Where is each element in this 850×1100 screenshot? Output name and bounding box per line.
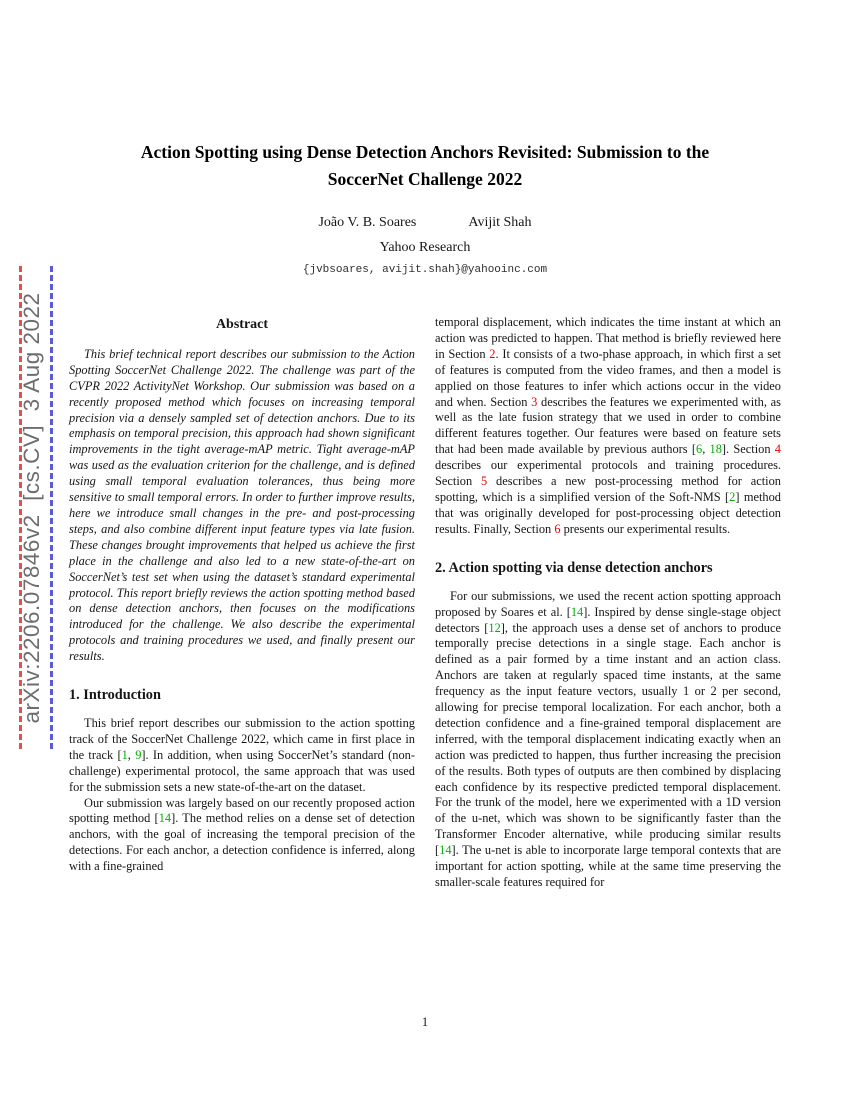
paper-title-line-1: Action Spotting using Dense Detection Anchors Revisited: Submission to the <box>140 142 710 162</box>
text-segment: ], the approach uses a dense set of anchors to produce temporally precise detections in a single stage. Each anchor is defined as a pair formed by a time instant and an action class. Anchors are taken at regularly spaced time instants, at the same frequency as the input feature vectors, usually 1 or 2 per second, allowing for precise temporal localization. For each anchor, both a detection confidence and a fine-grained temporal displacement are inferred, with the temporal displacement indicating exactly when an action was predicted to happen, thus further increasing the precision of the results. Both types of outputs are then combined by displacing each confidence by its respective predicted temporal displacement. For the trunk of the model, here we experimented with a 1D version of the u-net, which was shown to be significantly faster than the Transformer Encoder alternative, while producing similar results [ <box>435 620 781 858</box>
citation-link[interactable]: 9 <box>135 747 142 762</box>
text-segment: ] method that was originally developed for post-processing object detection results. Finally, Section <box>435 489 781 536</box>
citation-link[interactable]: 14 <box>439 843 452 858</box>
citation-link[interactable]: 2 <box>729 489 736 504</box>
abstract-text: This brief technical report describes our submission to the Action Spotting SoccerNet Challenge 2022. The challenge was part of the CVPR 2022 ActivityNet Workshop. Our submission was based on a recently proposed method which focuses on increasing temporal precision via a densely sampled set of detection anchors. Due to its emphasis on temporal precision, this approach had shown significant improvements in the tight average-mAP metric. Tight average-mAP was used as the evaluation criterion for the challenge, and is defined using small temporal evaluation tolerances, thus being more sensitive to small temporal errors. In order to further improve results, here we introduce small changes in the pre- and post-processing steps, and also combine different input feature types via late fusion. These changes brought improvements that helped us achieve the first place in the challenge and also led to a new state-of-the-art on SoccerNet’s test set when using the dataset’s standard experimental protocol. This report briefly reviews the action spotting method based on dense detection anchors, then focuses on the modifications introduced for the challenge. We also describe the experimental protocols and training procedures we used, and finally present our results. <box>69 346 415 664</box>
text-segment: For our submissions, we used the recent action spotting approach proposed by Soares et al. [ <box>435 588 781 619</box>
section-heading-introduction: 1. Introduction <box>69 687 161 704</box>
text-segment: ]. Inspired by dense single-stage object detectors [ <box>435 604 781 635</box>
text-segment: ]. Section <box>721 442 775 457</box>
abstract-heading: Abstract <box>215 317 269 332</box>
email-address: {jvbsoares, avijit.shah}@yahooinc.com <box>302 264 548 276</box>
paragraph-intro-2 <box>69 796 415 876</box>
citation-link[interactable]: 18 <box>709 442 722 457</box>
citation-link[interactable]: 14 <box>158 811 172 826</box>
section-ref-link[interactable]: 4 <box>774 442 781 457</box>
page-number: 1 <box>421 1015 429 1029</box>
paragraph-intro-1 <box>69 716 415 796</box>
author-name-1: João V. B. Soares <box>318 215 417 230</box>
text-segment: describes our experimental protocols and training procedures. Section <box>435 458 781 489</box>
text-segment: ]. The u-net is able to incorporate large temporal contexts that are important for action spotting, while at the same time preserving the smaller-scale features required for <box>435 843 781 889</box>
text-segment: ]. The method relies on a dense set of detection anchors, with the goal of increasing the temporal precision of the detections. For each anchor, a detection confidence is inferred, along with a fine-grained <box>69 811 415 874</box>
right-column <box>435 315 781 891</box>
paragraph-method-1 <box>435 589 781 891</box>
author-name-2: Avijit Shah <box>468 215 532 230</box>
text-segment: This brief report describes our submission to the action spotting track of the SoccerNet Challenge 2022, which came in first place in the track [ <box>69 716 415 762</box>
text-segment: describes the features we experimented with, as well as the late fusion strategy that we used in order to combine different features together. Our features were based on feature sets that had been made available by previous authors [ <box>435 394 781 457</box>
section-ref-link[interactable]: 5 <box>481 474 488 489</box>
text-segment: temporal displacement, which indicates the time instant at which an action was predicted to happen. That method is briefly reviewed here in Section <box>435 315 781 361</box>
left-column <box>69 315 415 875</box>
affiliation: Yahoo Research <box>379 240 471 255</box>
text-segment: . It consists of a two-phase approach, in which first a set of features is computed from the video frames, and then a model is applied on those features to infer which actions occur in the video and when. Section <box>435 346 781 409</box>
citation-link[interactable]: 6 <box>695 442 703 457</box>
text-segment: presents our experimental results. <box>560 521 731 536</box>
citation-link[interactable]: 14 <box>570 604 584 619</box>
paper-title <box>85 139 765 193</box>
text-segment: , <box>702 442 710 457</box>
cut-line-right <box>50 266 53 749</box>
text-segment: describes a new post-processing method for action spotting, which is a simplified version of the Soft-NMS [ <box>435 474 782 504</box>
section-ref-link[interactable]: 2 <box>489 346 496 361</box>
arxiv-stamp: arXiv:2206.07846v2 [cs.CV] 3 Aug 2022 <box>19 292 44 724</box>
author-list <box>0 215 850 231</box>
text-segment: Our submission was largely based on our recently proposed action spotting method [ <box>69 795 415 826</box>
text-segment: , <box>127 747 136 762</box>
citation-link[interactable]: 12 <box>488 620 501 635</box>
paper-title-line-2: SoccerNet Challenge 2022 <box>327 169 523 189</box>
citation-link[interactable]: 1 <box>121 747 128 762</box>
paragraph-continuation <box>435 315 781 538</box>
section-heading-method: 2. Action spotting via dense detection anchors <box>435 559 713 576</box>
text-segment: ]. In addition, when using SoccerNet’s standard (non-challenge) experimental protocol, the same approach that was used for the submission sets a new state-of-the-art on the dataset. <box>69 747 415 794</box>
section-ref-link[interactable]: 6 <box>554 521 561 536</box>
section-ref-link[interactable]: 3 <box>531 394 538 409</box>
